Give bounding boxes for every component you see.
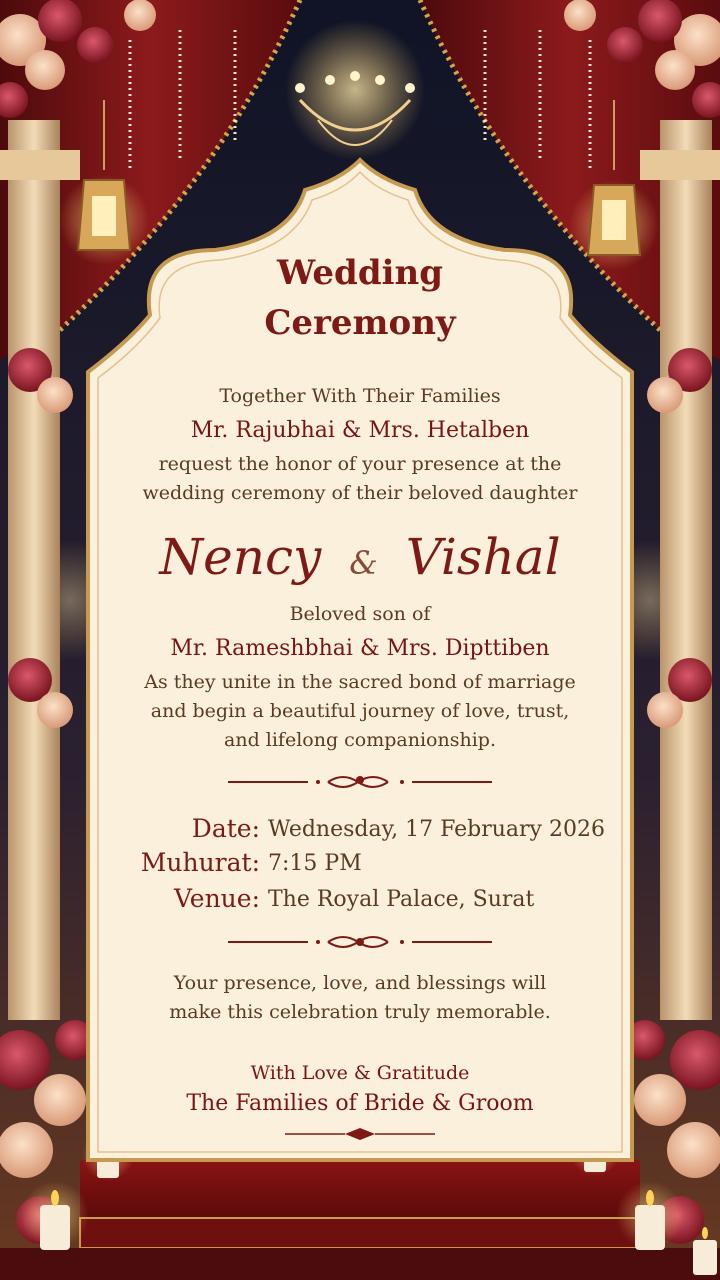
date-row: [0, 814, 720, 850]
muhurat-row: [0, 848, 720, 884]
couple-names: [0, 528, 720, 586]
union-line-1: As they unite in the sacred bond of marriage: [144, 671, 576, 693]
muhurat-label: Muhurat:: [140, 848, 260, 877]
union-line-2: and begin a beautiful journey of love, trust,: [150, 700, 570, 722]
ornament-divider-small: [285, 1126, 435, 1142]
title-line-2: Ceremony: [264, 303, 456, 343]
groom-name: Vishal: [405, 528, 561, 586]
intro-line-2: request the honor of your presence at the: [158, 453, 562, 475]
union-line-3: and lifelong companionship.: [224, 729, 496, 751]
ampersand: &: [349, 544, 378, 582]
date-value: Wednesday, 17 February 2026: [268, 817, 605, 842]
ornament-divider: [228, 772, 492, 792]
groom-intro: Beloved son of: [289, 603, 431, 625]
muhurat-value: 7:15 PM: [268, 851, 362, 876]
title-line-1: Wedding: [277, 253, 443, 293]
bride-parents: Mr. Rajubhai & Mrs. Hetalben: [190, 418, 530, 443]
closing-line-2: make this celebration truly memorable.: [169, 1001, 551, 1023]
venue-value: The Royal Palace, Surat: [268, 887, 535, 912]
intro-line-1: Together With Their Families: [219, 385, 501, 407]
bride-name: Nency: [159, 528, 322, 586]
title: [0, 248, 720, 348]
groom-parents: Mr. Rameshbhai & Mrs. Dipttiben: [170, 636, 550, 661]
signoff-line-1: With Love & Gratitude: [250, 1062, 470, 1084]
venue-label: Venue:: [174, 884, 260, 913]
intro-line-3: wedding ceremony of their beloved daughter: [142, 482, 578, 504]
signoff-line-2: The Families of Bride & Groom: [186, 1091, 534, 1116]
venue-row: [0, 884, 720, 920]
closing-line-1: Your presence, love, and blessings will: [173, 972, 547, 994]
ornament-divider: [228, 932, 492, 952]
date-label: Date:: [191, 814, 260, 843]
